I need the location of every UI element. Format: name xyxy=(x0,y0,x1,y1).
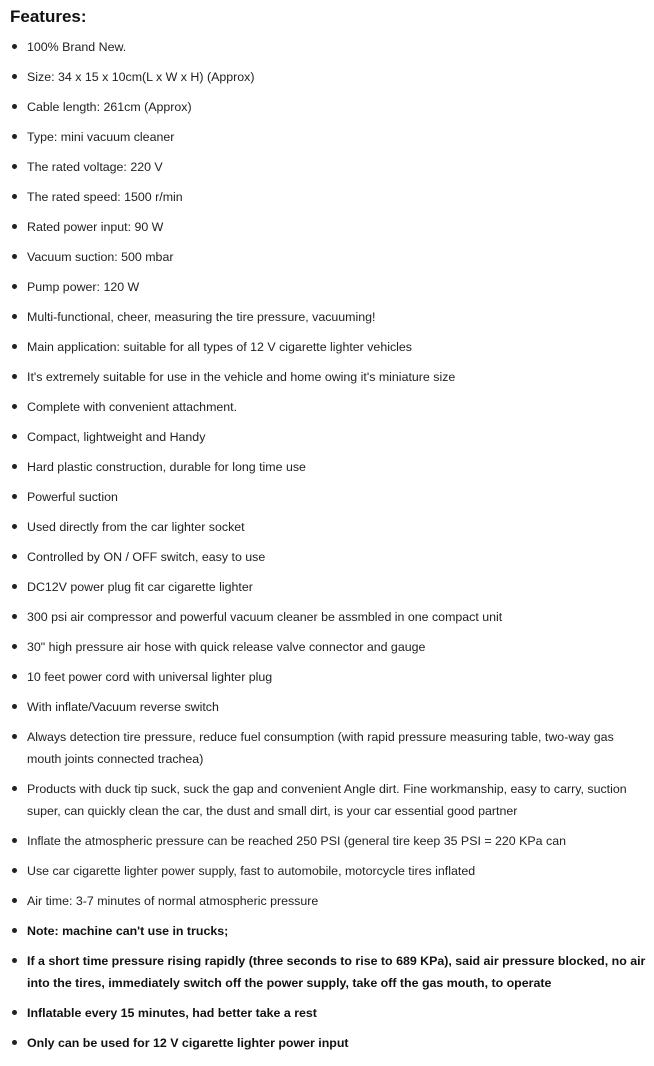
bullet-icon xyxy=(12,464,17,469)
feature-text: Inflatable every 15 minutes, had better take a rest xyxy=(27,1006,317,1020)
bullet-icon xyxy=(12,134,17,139)
bullet-icon xyxy=(12,704,17,709)
bullet-icon xyxy=(12,928,17,933)
feature-item xyxy=(10,426,650,448)
feature-item xyxy=(10,1032,650,1054)
feature-item xyxy=(10,66,650,88)
features-heading: Features: xyxy=(10,7,87,26)
bullet-icon xyxy=(12,644,17,649)
feature-item xyxy=(10,1002,650,1024)
feature-item xyxy=(10,860,650,882)
bullet-icon xyxy=(12,838,17,843)
bullet-icon xyxy=(12,344,17,349)
bullet-icon xyxy=(12,194,17,199)
bullet-icon xyxy=(12,284,17,289)
feature-item xyxy=(10,830,650,852)
feature-text: 300 psi air compressor and powerful vacuum cleaner be assmbled in one compact unit xyxy=(27,610,503,624)
feature-item xyxy=(10,336,650,358)
feature-text: Products with duck tip suck, suck the gap and convenient Angle dirt. Fine workmanship, easy to carry, suction super, can quickly clean the car, the dust and small dirt, is your car essential good partner xyxy=(27,782,627,818)
feature-text: Use car cigarette lighter power supply, fast to automobile, motorcycle tires inflated xyxy=(27,864,476,878)
bullet-icon xyxy=(12,554,17,559)
feature-item xyxy=(10,456,650,478)
bullet-icon xyxy=(12,224,17,229)
feature-item xyxy=(10,666,650,688)
feature-text: The rated speed: 1500 r/min xyxy=(27,190,183,204)
feature-text: With inflate/Vacuum reverse switch xyxy=(27,700,219,714)
feature-text: Used directly from the car lighter socket xyxy=(27,520,245,534)
feature-item xyxy=(10,156,650,178)
bullet-icon xyxy=(12,1040,17,1045)
feature-text: Always detection tire pressure, reduce fuel consumption (with rapid pressure measuring table, two-way gas mouth joints connected trachea) xyxy=(27,730,614,766)
feature-item xyxy=(10,36,650,58)
feature-item xyxy=(10,126,650,148)
feature-item xyxy=(10,306,650,328)
bullet-icon xyxy=(12,254,17,259)
bullet-icon xyxy=(12,374,17,379)
feature-text: Only can be used for 12 V cigarette lighter power input xyxy=(27,1036,349,1050)
bullet-icon xyxy=(12,314,17,319)
feature-item xyxy=(10,396,650,418)
bullet-icon xyxy=(12,614,17,619)
feature-text: DC12V power plug fit car cigarette lighter xyxy=(27,580,253,594)
feature-text: Complete with convenient attachment. xyxy=(27,400,238,414)
feature-text: Type: mini vacuum cleaner xyxy=(27,130,175,144)
feature-text: Compact, lightweight and Handy xyxy=(27,430,206,444)
feature-item xyxy=(10,696,650,718)
bullet-icon xyxy=(12,404,17,409)
feature-item xyxy=(10,636,650,658)
feature-text: Inflate the atmospheric pressure can be reached 250 PSI (general tire keep 35 PSI = 220 KPa can xyxy=(27,834,566,848)
bullet-icon xyxy=(12,164,17,169)
feature-item xyxy=(10,516,650,538)
features-list xyxy=(10,36,650,1054)
feature-text: It's extremely suitable for use in the vehicle and home owing it's miniature size xyxy=(27,370,456,384)
feature-text: Powerful suction xyxy=(27,490,118,504)
bullet-icon xyxy=(12,494,17,499)
bullet-icon xyxy=(12,734,17,739)
feature-item xyxy=(10,216,650,238)
bullet-icon xyxy=(12,44,17,49)
feature-text: Note: machine can't use in trucks; xyxy=(27,924,229,938)
feature-item xyxy=(10,246,650,268)
feature-text: If a short time pressure rising rapidly (three seconds to rise to 689 KPa), said air pressure blocked, no air into the tires, immediately switch off the power supply, take off the gas mouth, to operate xyxy=(27,954,646,990)
feature-item xyxy=(10,366,650,388)
feature-item xyxy=(10,276,650,298)
feature-item xyxy=(10,186,650,208)
bullet-icon xyxy=(12,868,17,873)
feature-text: Pump power: 120 W xyxy=(27,280,140,294)
feature-text: Controlled by ON / OFF switch, easy to use xyxy=(27,550,266,564)
bullet-icon xyxy=(12,584,17,589)
feature-text: Rated power input: 90 W xyxy=(27,220,164,234)
feature-text: 10 feet power cord with universal lighter plug xyxy=(27,670,273,684)
feature-text: Multi-functional, cheer, measuring the tire pressure, vacuuming! xyxy=(27,310,376,324)
feature-item xyxy=(10,778,650,822)
feature-item xyxy=(10,950,650,994)
bullet-icon xyxy=(12,74,17,79)
bullet-icon xyxy=(12,674,17,679)
feature-text: Size: 34 x 15 x 10cm(L x W x H) (Approx) xyxy=(27,70,255,84)
feature-text: Vacuum suction: 500 mbar xyxy=(27,250,174,264)
bullet-icon xyxy=(12,958,17,963)
feature-item xyxy=(10,606,650,628)
feature-item xyxy=(10,726,650,770)
bullet-icon xyxy=(12,786,17,791)
feature-item xyxy=(10,546,650,568)
bullet-icon xyxy=(12,434,17,439)
feature-item xyxy=(10,96,650,118)
feature-item xyxy=(10,576,650,598)
feature-item xyxy=(10,890,650,912)
bullet-icon xyxy=(12,898,17,903)
feature-item xyxy=(10,486,650,508)
feature-text: 100% Brand New. xyxy=(27,40,127,54)
feature-text: Air time: 3-7 minutes of normal atmospheric pressure xyxy=(27,894,319,908)
bullet-icon xyxy=(12,1010,17,1015)
feature-text: Main application: suitable for all types of 12 V cigarette lighter vehicles xyxy=(27,340,413,354)
bullet-icon xyxy=(12,104,17,109)
feature-item xyxy=(10,920,650,942)
bullet-icon xyxy=(12,524,17,529)
feature-text: Cable length: 261cm (Approx) xyxy=(27,100,192,114)
feature-text: The rated voltage: 220 V xyxy=(27,160,163,174)
feature-text: 30" high pressure air hose with quick release valve connector and gauge xyxy=(27,640,426,654)
feature-text: Hard plastic construction, durable for long time use xyxy=(27,460,306,474)
